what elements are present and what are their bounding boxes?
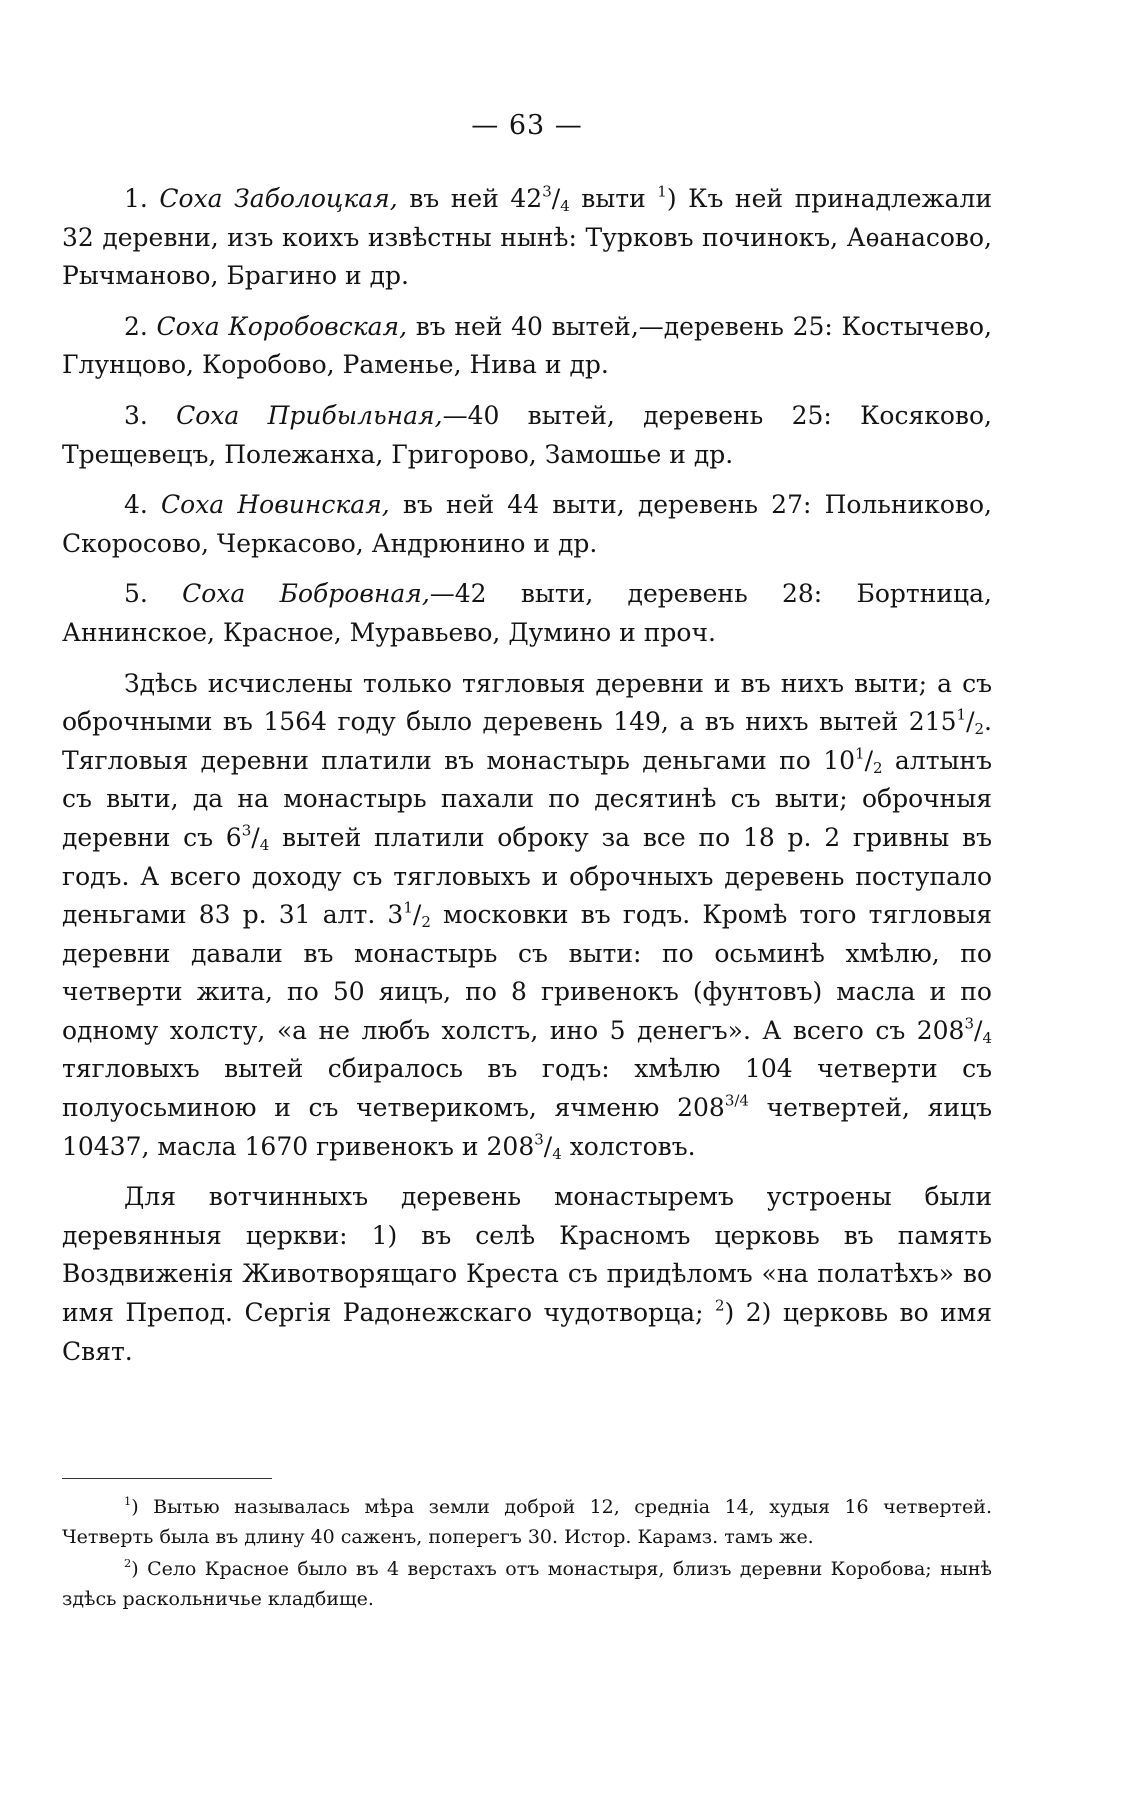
item-number: 5. xyxy=(124,579,148,609)
list-item-soha-3 xyxy=(62,397,992,474)
fraction-denominator: 4 xyxy=(560,196,570,215)
item-text: въ ней 42 xyxy=(397,184,543,213)
footnote-text: ) Вытью называлась мѣра земли доброй 12, средніа 14, худыя 16 четвертей. Четверть была въ длину 40 саженъ, поперегъ 30. Истор. Карамз. тамъ же. xyxy=(62,1496,992,1548)
fraction-denominator: 2 xyxy=(974,719,985,738)
soha-name: Соха Новинская, xyxy=(161,490,390,520)
list-item-soha-1: 1. Соха Заболоцкая, въ ней $42^3/_4$ выти $^1$) Къ ней принадлежали 32 деревни, изъ коихъ извѣстны нынѣ: Турковъ починокъ, Аѳанасово, Рычманово, Брагино и др. xyxy=(62,182,992,291)
fraction-numerator: 1 xyxy=(956,705,967,724)
item-text: —40 вытей, деревень 25: Косяково, Трещевецъ, Полежанха, Григорово, Замошье и др. xyxy=(62,400,993,469)
fraction-numerator: 3 xyxy=(964,1014,975,1033)
footnotes xyxy=(62,1492,992,1616)
item-number: 2. xyxy=(124,311,148,341)
fraction-denominator: 2 xyxy=(873,758,883,777)
main-text xyxy=(62,180,992,1383)
footnote-divider xyxy=(62,1478,272,1479)
fraction-numerator: 1 xyxy=(403,898,413,917)
soha-name: Соха Прибыльная, xyxy=(176,400,443,430)
item-text: въ ней 44 выти, деревень 27: Польниково, Скоросово, Черкасово, Андрюнино и др. xyxy=(62,490,992,558)
text-run: ) 2) церковь во имя Свят. xyxy=(62,1298,992,1366)
text-run: вытей платили оброку за все по 18 р. 2 гривны въ годъ. А всего доходу съ тягловыхъ и оброчныхъ деревень поступало деньгами 83 р. 31 алт. 3 xyxy=(62,822,992,930)
footnote-ref: 2 xyxy=(714,1296,725,1315)
fraction-denominator: 4 xyxy=(982,1028,992,1047)
fraction-denominator: 4 xyxy=(259,835,270,854)
footnote-text: ) Село Красное было въ 4 верстахъ отъ монастыря, близъ деревни Коробова; нынѣ здѣсь раскольничье кладбище. xyxy=(62,1558,992,1610)
footnote-1 xyxy=(62,1492,992,1552)
text-run: Для вотчинныхъ деревень монастыремъ устроены были деревянныя церкви: 1) въ селѣ Красномъ церковь въ память Воздвиженія Животворящаго Креста съ придѣломъ «на полатѣхъ» во имя Препод. Сергія Радонежскаго чудотворца; xyxy=(62,1182,992,1328)
item-text: ) Къ ней принадлежали 32 деревни, изъ коихъ извѣстны нынѣ: Турковъ починокъ, Аѳанасово, Рычманово, Брагино и др. xyxy=(62,184,992,291)
footnote-ref: 1 xyxy=(657,182,667,201)
paragraph-churches xyxy=(62,1178,992,1371)
text-run: алтынъ съ выти, да на монастырь пахали по десятинѣ съ выти; оброчныя деревни съ 6 xyxy=(62,745,992,852)
item-number: 4. xyxy=(124,490,148,520)
footnote-mark: 1 xyxy=(124,1494,132,1509)
soha-name: Соха Заболоцкая, xyxy=(159,184,398,213)
text-run: . Тягловыя деревни платили въ монастырь деньгами по 10 xyxy=(62,707,992,775)
list-item-soha-2 xyxy=(62,308,992,385)
list-item-soha-4 xyxy=(62,486,992,563)
paragraph-income: Здѣсь исчислены только тягловыя деревни и въ нихъ выти; а съ оброчными въ 1564 году было деревень 149, а въ нихъ вытей $215^1/_2$. Тягловыя деревни платили въ монастырь деньгами по $10^1/_2$ алтынъ съ выти, да на монастырь пахали по десятинѣ съ выти; оброчныя деревни съ $6^3/_4$ вытей платили оброку за все по 18 р. 2 гривны въ годъ. А всего доходу съ тягловыхъ и оброчныхъ деревень поступало деньгами 83 р. 31 алт. $3^1/_2$ московки въ годъ. Кромѣ того тягловыя деревни давали въ монастырь съ выти: по осьминѣ хмѣлю, по четверти жита, по 50 яицъ, по 8 гривенокъ (фунтовъ) масла и по одному холсту, «а не любъ холстъ, ино 5 денегъ». А всего съ $208^3/_4$ тягловыхъ вытей сбиралось въ годъ: хмѣлю 104 четверти съ полуосьминою и съ четверикомъ, ячменю $208^{3/4}$ четвертей, яицъ 10437, масла 1670 гривенокъ и $208^3/_4$ холстовъ. xyxy=(62,668,992,1163)
fraction-denominator: 4 xyxy=(552,1144,562,1163)
book-page xyxy=(62,0,992,1807)
item-text: —42 выти, деревень 28: Бортница, Аннинское, Красное, Муравьево, Думино и проч. xyxy=(62,579,992,647)
text-run: московки въ годъ. Кромѣ того тягловыя деревни давали въ монастырь съ выти: по осьминѣ хмѣлю, по четверти жита, по 50 яицъ, по 8 гривенокъ (фунтовъ) масла и по одному холсту, «а не любъ холстъ, ино 5 денегъ». А всего съ 208 xyxy=(62,900,992,1045)
page-number: — 63 — xyxy=(471,110,583,141)
item-text: выти xyxy=(569,184,658,213)
fraction-denominator: 2 xyxy=(421,912,431,931)
text-run: тягловыхъ вытей сбиралось въ годъ: хмѣлю 104 четверти съ полуосьминою и съ четверикомъ, ячменю 208 xyxy=(62,1054,992,1123)
fraction-inline: 3/4 xyxy=(724,1091,749,1110)
text-run: Здѣсь исчислены только тягловыя деревни и въ нихъ выти; а съ оброчными въ 1564 году было деревень 149, а въ нихъ вытей 215 xyxy=(62,668,992,737)
fraction-numerator: 1 xyxy=(855,744,865,763)
item-number: 3. xyxy=(124,400,148,430)
soha-name: Соха Бобровная, xyxy=(182,579,430,609)
fraction-numerator: 3 xyxy=(542,182,552,201)
fraction-numerator: 3 xyxy=(534,1130,544,1149)
footnote-2 xyxy=(62,1554,992,1614)
soha-name: Соха Коробовская, xyxy=(156,311,408,341)
text-run: четвертей, яицъ 10437, масла 1670 гривенокъ и 208 xyxy=(62,1093,992,1161)
item-text: въ ней 40 вытей,—деревень 25: Костычево, Глунцово, Коробово, Раменье, Нива и др. xyxy=(62,311,992,380)
fraction-numerator: 3 xyxy=(241,821,252,840)
text-run: холстовъ. xyxy=(561,1131,696,1161)
footnote-mark: 2 xyxy=(124,1556,132,1571)
list-item-soha-5 xyxy=(62,575,992,652)
item-number: 1. xyxy=(124,184,148,213)
